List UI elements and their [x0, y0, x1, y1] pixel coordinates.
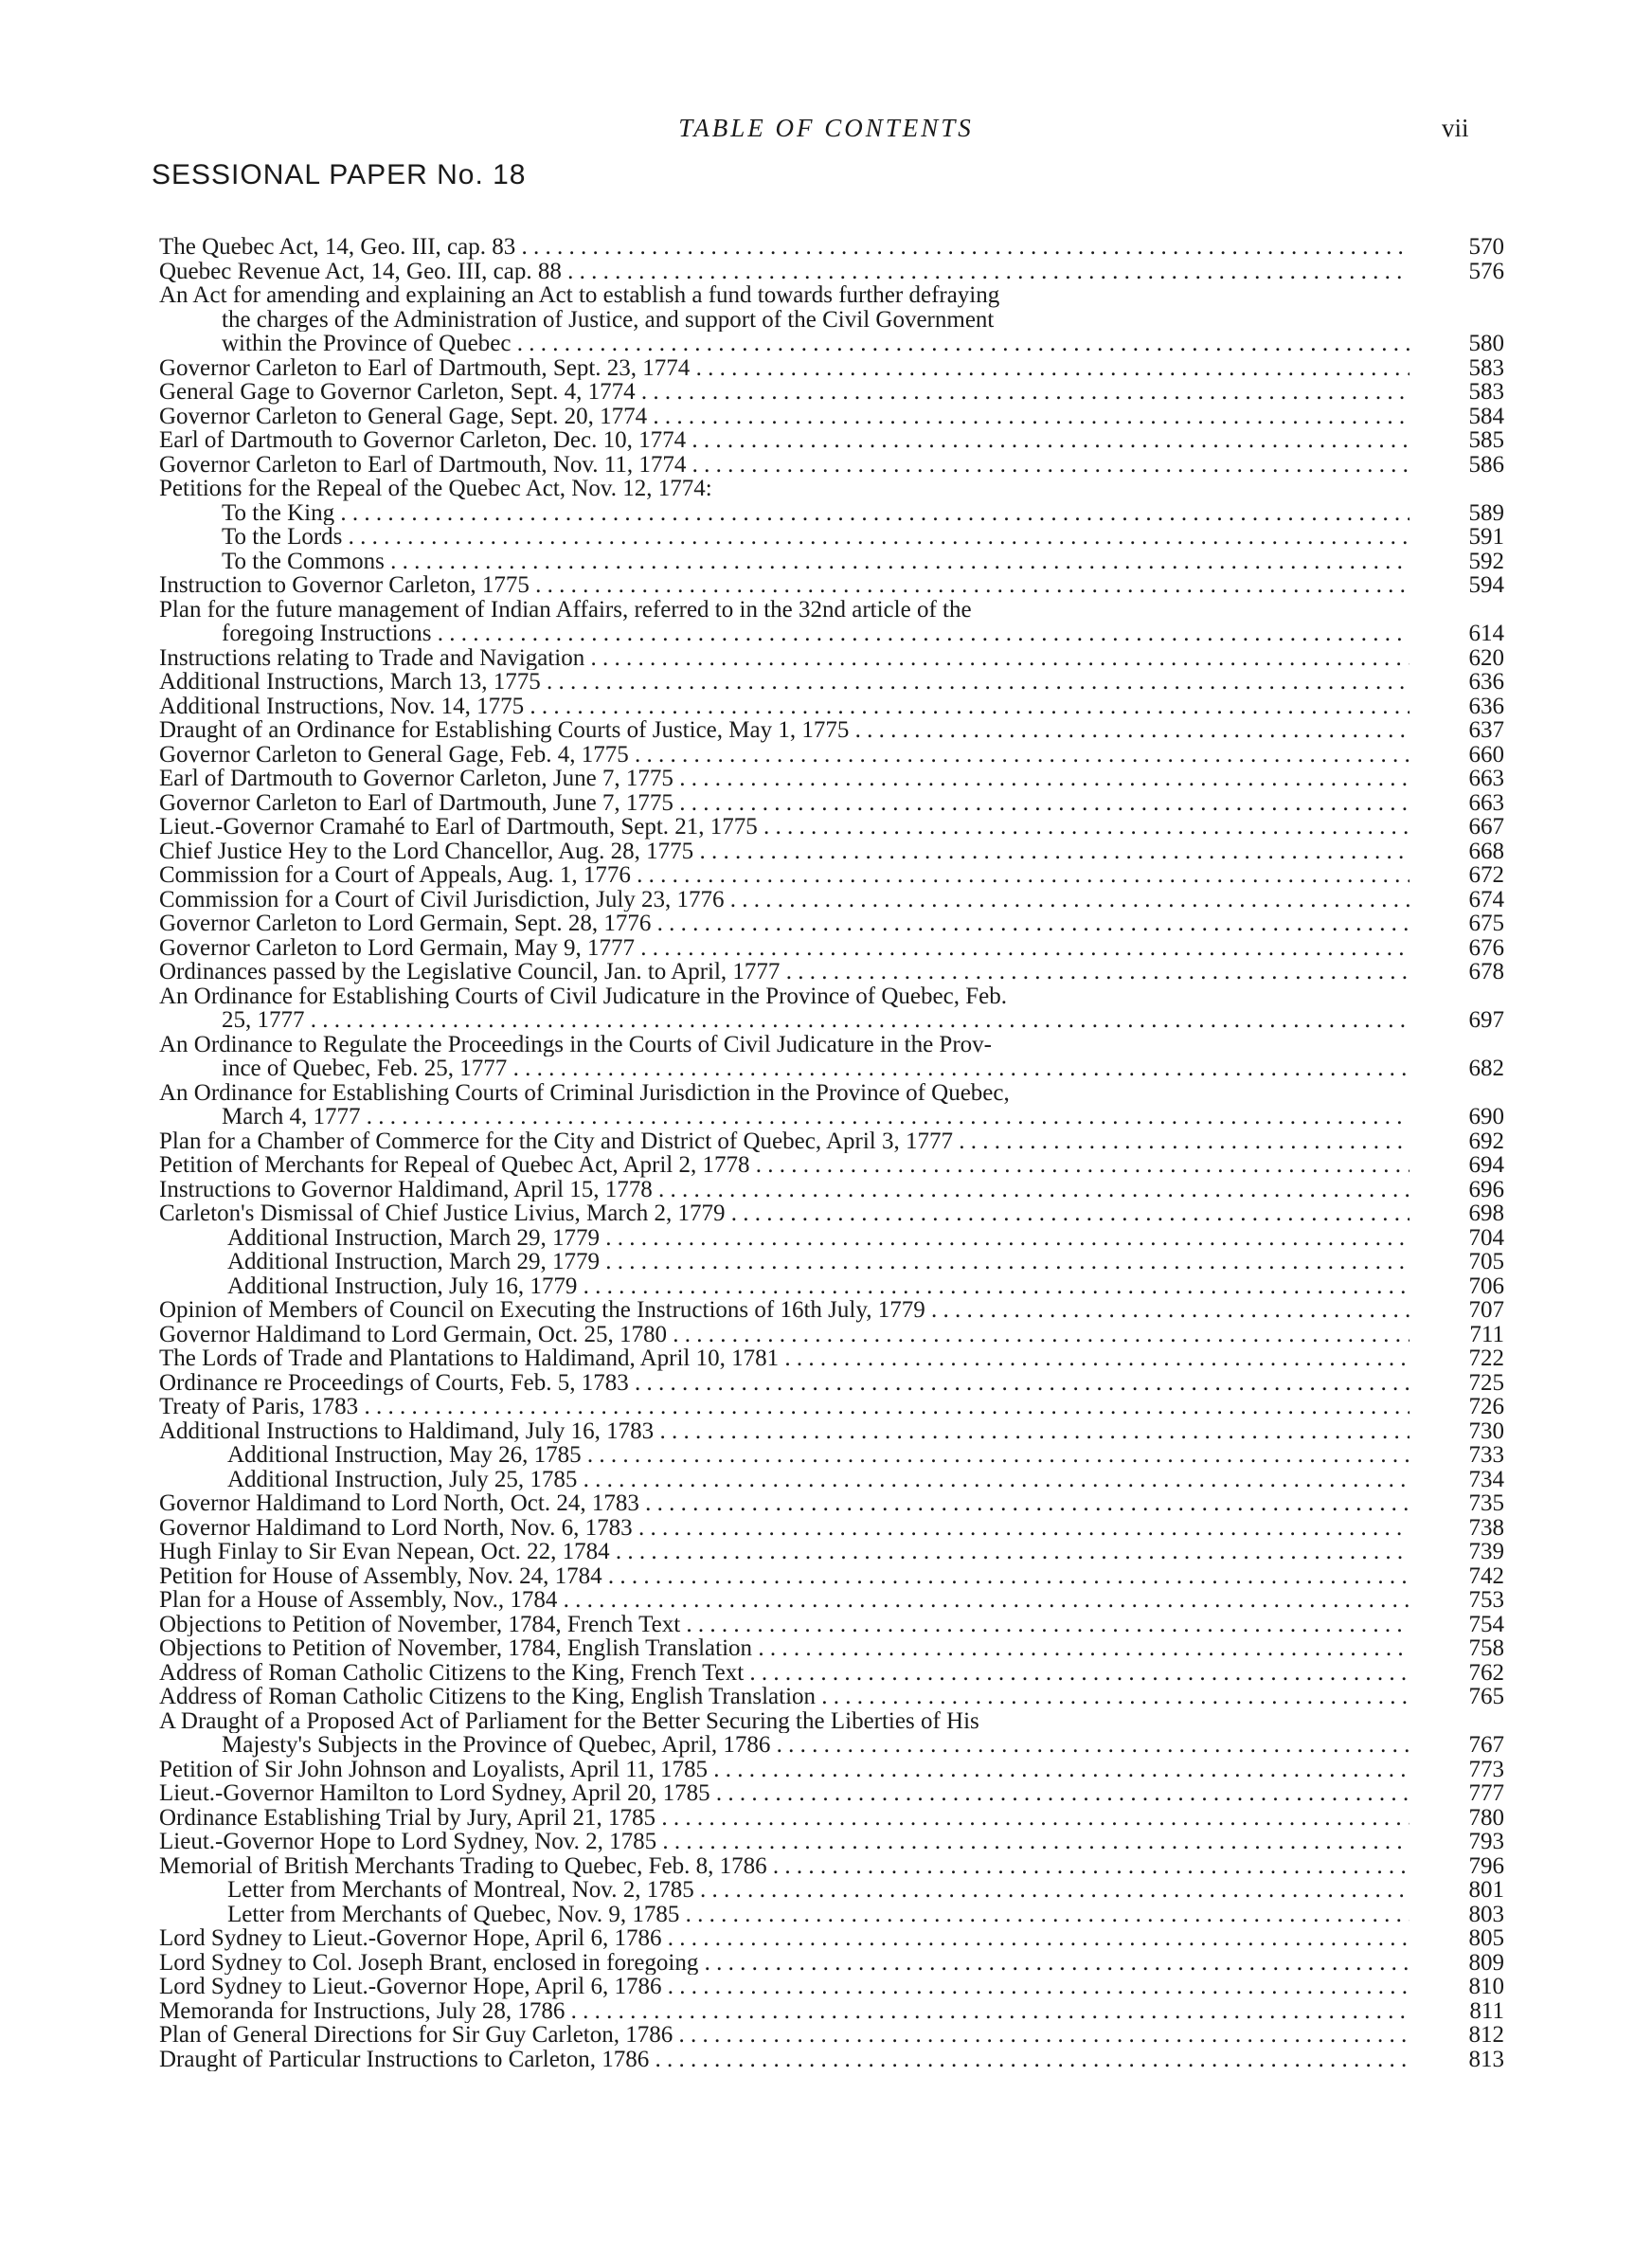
toc-entry-page: 722: [1468, 1345, 1504, 1371]
toc-entry: [159, 1709, 1508, 1734]
toc-entry: [159, 380, 1508, 405]
toc-entry: [159, 501, 1508, 526]
toc-entry: [159, 743, 1508, 767]
toc-entry: [159, 1323, 1508, 1347]
toc-entry: [159, 912, 1508, 936]
table-of-contents: [159, 235, 1508, 2071]
toc-entry: [159, 1758, 1508, 1782]
toc-entry-title: March 4, 1777 . . .: [222, 1105, 1410, 1129]
toc-entry-title: Ordinance re Proceedings of Courts, Feb. 5, 1783 . . .: [159, 1371, 1410, 1396]
toc-entry-page: 812: [1468, 2022, 1504, 2048]
toc-entry-title: Carleton's Dismissal of Chief Justice Livius, March 2, 1779 . . .: [159, 1201, 1410, 1226]
toc-entry-title: Memorial of British Merchants Trading to Quebec, Feb. 8, 1786 . . .: [159, 1854, 1410, 1879]
toc-entry: [159, 550, 1508, 574]
toc-entry-title: To the Lords . . .: [222, 525, 1410, 550]
toc-entry: [159, 1685, 1508, 1709]
toc-entry-title: Ordinances passed by the Legislative Council, Jan. to April, 1777 . . .: [159, 960, 1410, 984]
toc-entry-title: To the Commons . . .: [222, 550, 1410, 574]
toc-entry-title: Governor Carleton to Lord Germain, May 9, 1777 . . .: [159, 936, 1410, 961]
toc-entry-page: 738: [1468, 1514, 1504, 1541]
toc-entry-title: Quebec Revenue Act, 14, Geo. III, cap. 88 . . .: [159, 260, 1410, 284]
toc-entry: [159, 573, 1508, 598]
toc-entry-page: 570: [1468, 234, 1504, 260]
toc-entry-title: Additional Instructions, March 13, 1775 . . .: [159, 670, 1410, 695]
toc-entry: [159, 2048, 1508, 2072]
toc-entry: [159, 984, 1508, 1009]
toc-entry-page: 663: [1468, 789, 1504, 816]
toc-entry: [159, 1564, 1508, 1589]
page-folio: vii: [1442, 114, 1469, 142]
toc-entry-title: Plan for the future management of Indian Affairs, referred to in the 32nd article of the: [159, 597, 972, 622]
toc-entry-page: 668: [1468, 838, 1504, 864]
toc-entry-title: Additional Instructions to Haldimand, July 16, 1783 . . .: [159, 1419, 1410, 1444]
toc-entry: [159, 1226, 1508, 1251]
toc-entry: [159, 622, 1508, 646]
toc-entry-title: Governor Carleton to Earl of Dartmouth, June 7, 1775 . . .: [159, 791, 1410, 816]
toc-entry: [159, 863, 1508, 888]
toc-entry-title: Governor Carleton to General Gage, Sept. 20, 1774 . . .: [159, 405, 1410, 429]
toc-entry: [159, 1661, 1508, 1686]
toc-entry-page: 735: [1468, 1490, 1504, 1516]
toc-entry-page: 698: [1468, 1201, 1504, 1226]
toc-entry-page: 765: [1468, 1684, 1504, 1709]
toc-entry-title: within the Province of Quebec . . .: [222, 332, 1410, 356]
toc-entry-page: 676: [1468, 934, 1504, 961]
toc-entry: [159, 1298, 1508, 1323]
toc-entry-page: 584: [1468, 403, 1504, 429]
toc-entry-title: Additional Instruction, July 25, 1785 . . .: [227, 1468, 1410, 1492]
toc-entry: [159, 1540, 1508, 1564]
toc-entry: [159, 1371, 1508, 1396]
toc-entry-title: Instructions relating to Trade and Navigation . . .: [159, 646, 1410, 671]
toc-entry-title: Plan for a House of Assembly, Nov., 1784 . . .: [159, 1588, 1410, 1613]
toc-entry-title: Lieut.-Governor Cramahé to Earl of Dartmouth, Sept. 21, 1775 . . .: [159, 815, 1410, 840]
toc-entry-page: 742: [1468, 1562, 1504, 1589]
toc-entry-page: 762: [1468, 1659, 1504, 1686]
toc-entry-page: 725: [1468, 1369, 1504, 1396]
toc-entry-page: 809: [1468, 1949, 1504, 1976]
toc-entry: [159, 1975, 1508, 1999]
toc-entry-title: 25, 1777 . . .: [222, 1008, 1410, 1033]
toc-entry-title: A Draught of a Proposed Act of Parliament for the Better Securing the Liberties of His: [159, 1708, 979, 1733]
toc-entry-page: 753: [1468, 1587, 1504, 1613]
toc-entry-page: 796: [1468, 1852, 1504, 1879]
toc-entry-title: foregoing Instructions . . .: [222, 622, 1410, 646]
toc-entry-title: General Gage to Governor Carleton, Sept. 4, 1774 . . .: [159, 380, 1410, 405]
toc-entry: [159, 1926, 1508, 1951]
toc-entry-title: Objections to Petition of November, 1784, English Translation . . .: [159, 1636, 1410, 1661]
toc-entry-title: To the King . . .: [222, 501, 1410, 526]
toc-entry-page: 696: [1468, 1176, 1504, 1202]
toc-entry: [159, 1830, 1508, 1854]
toc-entry: [159, 1854, 1508, 1879]
toc-entry-page: 711: [1469, 1321, 1504, 1347]
toc-entry: [159, 308, 1508, 333]
toc-entry-page: 674: [1468, 886, 1504, 912]
toc-entry: [159, 1999, 1508, 2024]
sessional-paper-label: SESSIONAL PAPER No. 18: [152, 159, 527, 190]
toc-entry-page: 585: [1468, 427, 1504, 453]
toc-entry: [159, 1201, 1508, 1226]
toc-entry-title: Letter from Merchants of Quebec, Nov. 9, 1785 . . .: [227, 1903, 1410, 1927]
toc-entry-page: 692: [1468, 1128, 1504, 1154]
toc-entry-title: An Ordinance for Establishing Courts of Criminal Jurisdiction in the Province of Quebec,: [159, 1080, 1010, 1105]
toc-entry-title: Earl of Dartmouth to Governor Carleton, June 7, 1775 . . .: [159, 767, 1410, 791]
toc-entry: [159, 1129, 1508, 1154]
toc-entry-title: Commission for a Court of Civil Jurisdiction, July 23, 1776 . . .: [159, 888, 1410, 912]
toc-entry-title: Petition of Sir John Johnson and Loyalists, April 11, 1785 . . .: [159, 1758, 1410, 1782]
toc-entry-title: Petition of Merchants for Repeal of Quebec Act, April 2, 1778 . . .: [159, 1153, 1410, 1178]
toc-entry-page: 780: [1468, 1804, 1504, 1831]
toc-entry-page: 811: [1469, 1997, 1504, 2024]
toc-entry-title: Governor Carleton to Earl of Dartmouth, Nov. 11, 1774 . . .: [159, 453, 1410, 478]
toc-entry: [159, 1733, 1508, 1758]
toc-entry: [159, 840, 1508, 864]
toc-entry-page: 801: [1468, 1877, 1504, 1903]
toc-entry-page: 682: [1468, 1056, 1504, 1081]
toc-entry-title: Lord Sydney to Lieut.-Governor Hope, April 6, 1786 . . .: [159, 1975, 1410, 1999]
toc-entry: [159, 1588, 1508, 1613]
toc-entry-title: Additional Instruction, July 16, 1779 . . .: [227, 1274, 1410, 1299]
toc-entry-title: The Quebec Act, 14, Geo. III, cap. 83 . . .: [159, 235, 1410, 260]
toc-entry-page: 758: [1468, 1635, 1504, 1661]
toc-entry-title: the charges of the Administration of Justice, and support of the Civil Government: [222, 307, 995, 332]
toc-entry: [159, 1250, 1508, 1274]
toc-entry-page: 663: [1468, 766, 1504, 791]
toc-entry-page: 694: [1468, 1152, 1504, 1178]
toc-entry-title: Governor Carleton to Earl of Dartmouth, Sept. 23, 1774 . . .: [159, 356, 1410, 381]
toc-entry: [159, 1056, 1508, 1081]
toc-entry: [159, 1951, 1508, 1976]
toc-entry-title: Treaty of Paris, 1783 . . .: [159, 1395, 1410, 1419]
toc-entry-title: Address of Roman Catholic Citizens to the King, French Text . . .: [159, 1661, 1410, 1686]
toc-entry-title: Lieut.-Governor Hamilton to Lord Sydney, April 20, 1785 . . .: [159, 1781, 1410, 1806]
toc-entry-title: Governor Haldimand to Lord North, Oct. 24, 1783 . . .: [159, 1491, 1410, 1516]
toc-entry-title: Chief Justice Hey to the Lord Chancellor, Aug. 28, 1775 . . .: [159, 840, 1410, 864]
toc-entry-page: 733: [1468, 1442, 1504, 1468]
toc-entry: [159, 260, 1508, 284]
toc-entry-title: Commission for a Court of Appeals, Aug. 1, 1776 . . .: [159, 863, 1410, 888]
toc-entry: [159, 936, 1508, 961]
toc-entry: [159, 283, 1508, 308]
toc-entry-title: Lord Sydney to Col. Joseph Brant, enclosed in foregoing . . .: [159, 1951, 1410, 1976]
toc-entry: [159, 1081, 1508, 1106]
toc-entry-page: 754: [1468, 1611, 1504, 1637]
toc-entry-page: 803: [1468, 1901, 1504, 1927]
toc-entry-title: Governor Carleton to General Gage, Feb. 4, 1775 . . .: [159, 743, 1410, 767]
toc-entry-title: An Ordinance to Regulate the Proceedings in the Courts of Civil Judicature in the Prov-: [159, 1032, 992, 1056]
toc-entry: [159, 718, 1508, 743]
toc-entry: [159, 453, 1508, 478]
toc-entry: [159, 598, 1508, 623]
toc-entry-page: 592: [1468, 548, 1504, 574]
toc-entry-page: 777: [1468, 1780, 1504, 1806]
toc-entry: [159, 1636, 1508, 1661]
toc-entry-page: 614: [1468, 621, 1504, 646]
toc-entry: [159, 405, 1508, 429]
toc-entry-page: 589: [1468, 499, 1504, 526]
toc-entry-page: 594: [1468, 572, 1504, 598]
toc-entry: [159, 695, 1508, 719]
toc-entry: [159, 1346, 1508, 1371]
toc-entry: [159, 1419, 1508, 1444]
toc-entry-page: 705: [1468, 1249, 1504, 1274]
toc-entry-title: Petition for House of Assembly, Nov. 24, 1784 . . .: [159, 1564, 1410, 1589]
toc-entry-title: An Act for amending and explaining an Act to establish a fund towards further defraying: [159, 283, 1000, 308]
toc-entry: [159, 767, 1508, 791]
toc-entry-title: The Lords of Trade and Plantations to Haldimand, April 10, 1781 . . .: [159, 1346, 1410, 1371]
toc-entry-title: Instructions to Governor Haldimand, April 15, 1778 . . .: [159, 1178, 1410, 1202]
toc-entry-page: 591: [1468, 524, 1504, 550]
running-head: TABLE OF CONTENTS: [678, 114, 974, 142]
toc-entry-page: 726: [1468, 1394, 1504, 1419]
toc-entry-title: Lord Sydney to Lieut.-Governor Hope, April 6, 1786 . . .: [159, 1926, 1410, 1951]
toc-entry-title: Additional Instruction, March 29, 1779 . . .: [227, 1226, 1410, 1251]
toc-entry-title: Governor Carleton to Lord Germain, Sept. 28, 1776 . . .: [159, 912, 1410, 936]
toc-entry-page: 707: [1468, 1297, 1504, 1323]
toc-entry: [159, 1613, 1508, 1637]
toc-entry: [159, 1903, 1508, 1927]
toc-entry: [159, 960, 1508, 984]
toc-entry: [159, 235, 1508, 260]
toc-entry: [159, 670, 1508, 695]
toc-entry-page: 810: [1468, 1974, 1504, 1999]
toc-entry-page: 734: [1468, 1466, 1504, 1492]
toc-entry-title: Memoranda for Instructions, July 28, 1786 . . .: [159, 1999, 1410, 2024]
toc-entry: [159, 1033, 1508, 1057]
toc-entry-title: Majesty's Subjects in the Province of Quebec, April, 1786 . . .: [222, 1733, 1410, 1758]
toc-entry: [159, 2023, 1508, 2048]
toc-entry-title: Petitions for the Repeal of the Quebec Act, Nov. 12, 1774:: [159, 477, 712, 501]
toc-entry: [159, 332, 1508, 356]
toc-entry-title: Lieut.-Governor Hope to Lord Sydney, Nov. 2, 1785 . . .: [159, 1830, 1410, 1854]
toc-entry: [159, 1516, 1508, 1541]
toc-entry-page: 767: [1468, 1732, 1504, 1758]
toc-entry: [159, 428, 1508, 453]
toc-entry: [159, 1443, 1508, 1468]
toc-entry-page: 672: [1468, 862, 1504, 888]
toc-entry: [159, 1153, 1508, 1178]
toc-entry-page: 739: [1468, 1539, 1504, 1564]
toc-entry-title: Additional Instruction, May 26, 1785 . . .: [227, 1443, 1410, 1468]
toc-entry: [159, 1878, 1508, 1903]
toc-entry: [159, 1178, 1508, 1202]
toc-entry-title: Address of Roman Catholic Citizens to the King, English Translation . . .: [159, 1685, 1410, 1709]
toc-entry-page: 678: [1468, 959, 1504, 984]
toc-entry-page: 583: [1468, 354, 1504, 381]
toc-entry-title: ince of Quebec, Feb. 25, 1777 . . .: [222, 1056, 1410, 1081]
toc-entry: [159, 815, 1508, 840]
toc-entry-title: Letter from Merchants of Montreal, Nov. 2, 1785 . . .: [227, 1878, 1410, 1903]
toc-entry: [159, 1105, 1508, 1129]
toc-entry: [159, 791, 1508, 816]
toc-entry-title: Hugh Finlay to Sir Evan Nepean, Oct. 22, 1784 . . .: [159, 1540, 1410, 1564]
toc-entry-title: An Ordinance for Establishing Courts of Civil Judicature in the Province of Quebec, Feb.: [159, 984, 1007, 1008]
toc-entry: [159, 1395, 1508, 1419]
toc-entry-page: 620: [1468, 644, 1504, 671]
toc-entry-title: Plan for a Chamber of Commerce for the City and District of Quebec, April 3, 1777 . . .: [159, 1129, 1410, 1154]
toc-entry-title: Instruction to Governor Carleton, 1775 . . .: [159, 573, 1410, 598]
toc-entry-page: 637: [1468, 717, 1504, 743]
toc-entry-page: 667: [1468, 814, 1504, 840]
toc-entry-page: 660: [1468, 741, 1504, 767]
toc-entry-title: Additional Instruction, March 29, 1779 . . .: [227, 1250, 1410, 1274]
toc-entry-page: 706: [1468, 1273, 1504, 1299]
toc-entry: [159, 525, 1508, 550]
toc-entry-title: Draught of an Ordinance for Establishing Courts of Justice, May 1, 1775 . . .: [159, 718, 1410, 743]
toc-entry-title: Objections to Petition of November, 1784, French Text . . .: [159, 1613, 1410, 1637]
toc-entry: [159, 1806, 1508, 1831]
toc-entry-page: 697: [1468, 1007, 1504, 1033]
toc-entry: [159, 1008, 1508, 1033]
toc-entry: [159, 646, 1508, 671]
toc-entry-page: 636: [1468, 669, 1504, 695]
toc-entry-title: Ordinance Establishing Trial by Jury, April 21, 1785 . . .: [159, 1806, 1410, 1831]
toc-entry: [159, 477, 1508, 501]
toc-entry-page: 805: [1468, 1925, 1504, 1951]
toc-entry: [159, 1274, 1508, 1299]
toc-entry-page: 675: [1468, 911, 1504, 936]
toc-entry: [159, 1468, 1508, 1492]
toc-entry-page: 586: [1468, 451, 1504, 478]
toc-entry-page: 690: [1468, 1104, 1504, 1129]
toc-entry-page: 704: [1468, 1224, 1504, 1251]
toc-entry: [159, 1491, 1508, 1516]
toc-entry-title: Draught of Particular Instructions to Carleton, 1786 . . .: [159, 2048, 1410, 2072]
toc-entry-page: 576: [1468, 258, 1504, 284]
toc-entry: [159, 356, 1508, 381]
toc-entry-page: 730: [1468, 1417, 1504, 1444]
toc-entry-title: Governor Haldimand to Lord North, Nov. 6, 1783 . . .: [159, 1516, 1410, 1541]
toc-entry-page: 583: [1468, 379, 1504, 405]
toc-entry-page: 580: [1468, 331, 1504, 356]
toc-entry-title: Governor Haldimand to Lord Germain, Oct. 25, 1780 . . .: [159, 1323, 1410, 1347]
toc-entry-title: Earl of Dartmouth to Governor Carleton, Dec. 10, 1774 . . .: [159, 428, 1410, 453]
toc-entry-page: 636: [1468, 693, 1504, 719]
toc-entry-page: 793: [1468, 1829, 1504, 1854]
toc-entry-page: 773: [1468, 1756, 1504, 1782]
toc-entry: [159, 888, 1508, 912]
toc-entry-title: Opinion of Members of Council on Executing the Instructions of 16th July, 1779 . . .: [159, 1298, 1410, 1323]
toc-entry: [159, 1781, 1508, 1806]
toc-entry-title: Additional Instructions, Nov. 14, 1775 . . .: [159, 695, 1410, 719]
toc-entry-page: 813: [1468, 2046, 1504, 2072]
toc-entry-title: Plan of General Directions for Sir Guy Carleton, 1786 . . .: [159, 2023, 1410, 2048]
